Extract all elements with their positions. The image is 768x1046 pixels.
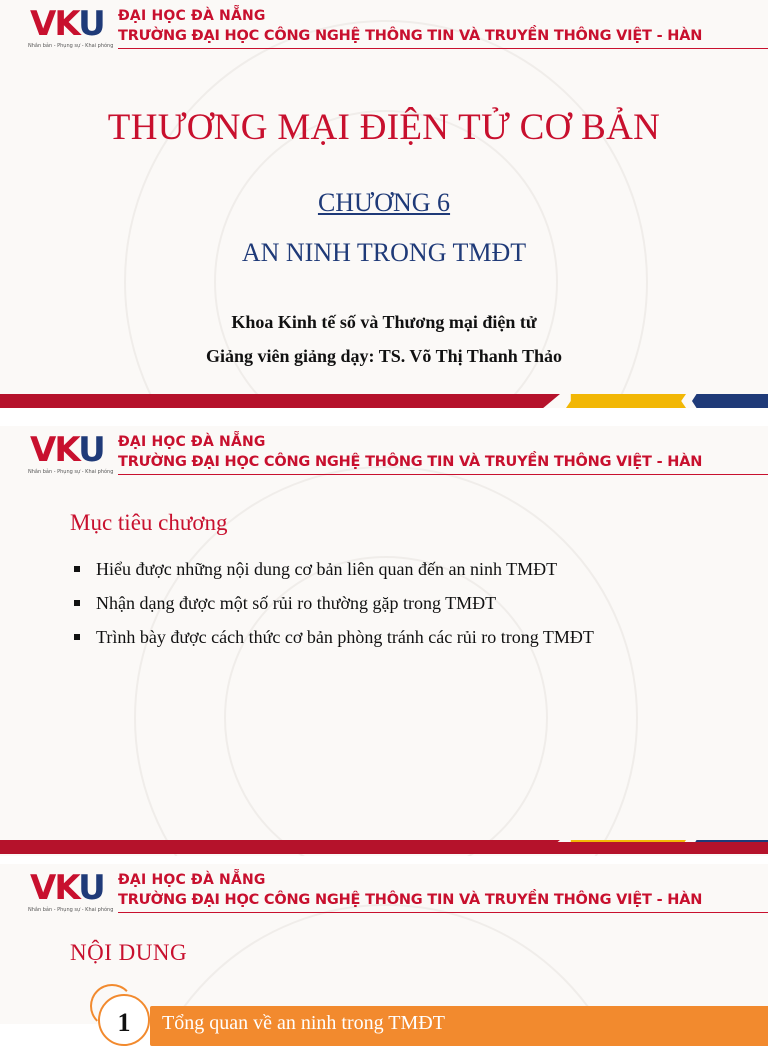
contents-heading: NỘI DUNG (70, 940, 188, 965)
logo-tagline: Nhân bản - Phụng sự - Khai phóng (28, 907, 114, 913)
vku-logo: VKU Nhân bản - Phụng sự - Khai phóng (28, 430, 114, 475)
faculty-name: Khoa Kinh tế số và Thương mại điện tử (231, 312, 537, 332)
header-divider (118, 474, 768, 475)
school-name: TRƯỜNG ĐẠI HỌC CÔNG NGHỆ THÔNG TIN VÀ TRUYỀN THÔNG VIỆT - HÀN (118, 454, 703, 470)
school-name: TRƯỜNG ĐẠI HỌC CÔNG NGHỆ THÔNG TIN VÀ TRUYỀN THÔNG VIỆT - HÀN (118, 892, 703, 908)
vku-logo: VKU Nhân bản - Phụng sự - Khai phóng (28, 4, 114, 49)
course-title: THƯƠNG MẠI ĐIỆN TỬ CƠ BẢN (107, 107, 661, 148)
university-group: ĐẠI HỌC ĐÀ NẴNG (118, 434, 266, 450)
university-group: ĐẠI HỌC ĐÀ NẴNG (118, 8, 266, 24)
header (28, 6, 768, 50)
list-item: Hiểu được những nội dung cơ bản liên quan đến an ninh TMĐT (74, 556, 594, 590)
lecturer-name: Giảng viên giảng dạy: TS. Võ Thị Thanh Thảo (206, 346, 562, 366)
content-item-label: Tổng quan về an ninh trong TMĐT (162, 1012, 445, 1034)
chapter-number: CHƯƠNG 6 (317, 188, 451, 217)
vku-logo: VKU Nhân bản - Phụng sự - Khai phóng (28, 868, 114, 913)
logo-tagline: Nhân bản - Phụng sự - Khai phóng (28, 469, 114, 475)
header (28, 432, 768, 476)
university-group: ĐẠI HỌC ĐÀ NẴNG (118, 872, 266, 888)
footer-stripe (0, 394, 768, 408)
top-stripe (0, 842, 768, 854)
school-name: TRƯỜNG ĐẠI HỌC CÔNG NGHỆ THÔNG TIN VÀ TRUYỀN THÔNG VIỆT - HÀN (118, 28, 703, 44)
header-divider (118, 912, 768, 913)
chapter-title: AN NINH TRONG TMĐT (241, 238, 527, 267)
header-divider (118, 48, 768, 49)
content-item-number: 1 (98, 994, 150, 1046)
header (28, 870, 768, 914)
list-item: Trình bày được cách thức cơ bản phòng tránh các rủi ro trong TMĐT (74, 624, 594, 658)
content-item-bar (150, 1006, 768, 1046)
objectives-list (74, 556, 594, 658)
slide-title (0, 0, 768, 408)
logo-tagline: Nhân bản - Phụng sự - Khai phóng (28, 43, 114, 49)
list-item: Nhận dạng được một số rủi ro thường gặp trong TMĐT (74, 590, 594, 624)
objectives-heading: Mục tiêu chương (70, 510, 228, 535)
